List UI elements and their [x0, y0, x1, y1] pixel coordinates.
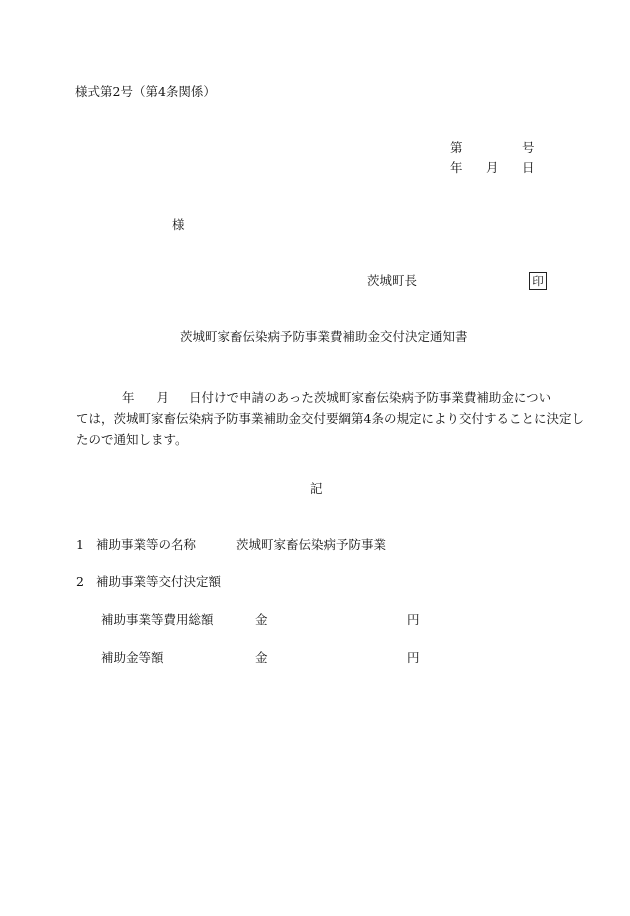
document-number-prefix: 第 [450, 140, 463, 155]
date-month-label: 月 [486, 160, 499, 175]
seal-mark: 印 [529, 272, 547, 290]
form-number: 様式第2号（第4条関係） [75, 84, 216, 99]
body-paragraph [76, 387, 584, 450]
date-year-label: 年 [450, 160, 463, 175]
document-title: 茨城町家畜伝染病予防事業費補助金交付決定通知書 [180, 329, 468, 344]
amount-row-total-en: 円 [407, 612, 420, 627]
body-year: 年 [122, 390, 135, 405]
item-1-value: 茨城町家畜伝染病予防事業 [236, 537, 387, 552]
body-month: 月 [156, 390, 170, 405]
amount-row-total-label: 補助事業等費用総額 [101, 612, 214, 627]
amount-row-subsidy-kin: 金 [255, 650, 268, 665]
document-number-suffix: 号 [522, 140, 535, 155]
body-line-1 [76, 387, 562, 408]
date-day-label: 日 [522, 160, 535, 175]
item-2-label: 補助事業等交付決定額 [96, 574, 222, 589]
item-1-number: 1 [76, 537, 84, 552]
body-line-3: たので通知します。 [76, 432, 188, 447]
issuer-title: 茨城町長 [367, 273, 418, 288]
item-2-number: 2 [76, 574, 84, 589]
body-line-1-text: 日付けで申請のあった茨城町家畜伝染病予防事業費補助金につい [189, 390, 552, 405]
ki-heading: 記 [310, 481, 323, 496]
amount-row-subsidy-label: 補助金等額 [101, 650, 164, 665]
item-1-label: 補助事業等の名称 [96, 537, 197, 552]
amount-row-total-kin: 金 [255, 612, 268, 627]
amount-row-subsidy-en: 円 [407, 650, 420, 665]
recipient-honorific: 様 [172, 217, 185, 232]
body-line-2: ては，茨城町家畜伝染病予防事業補助金交付要綱第4条の規定により交付することに決定し [76, 411, 584, 426]
